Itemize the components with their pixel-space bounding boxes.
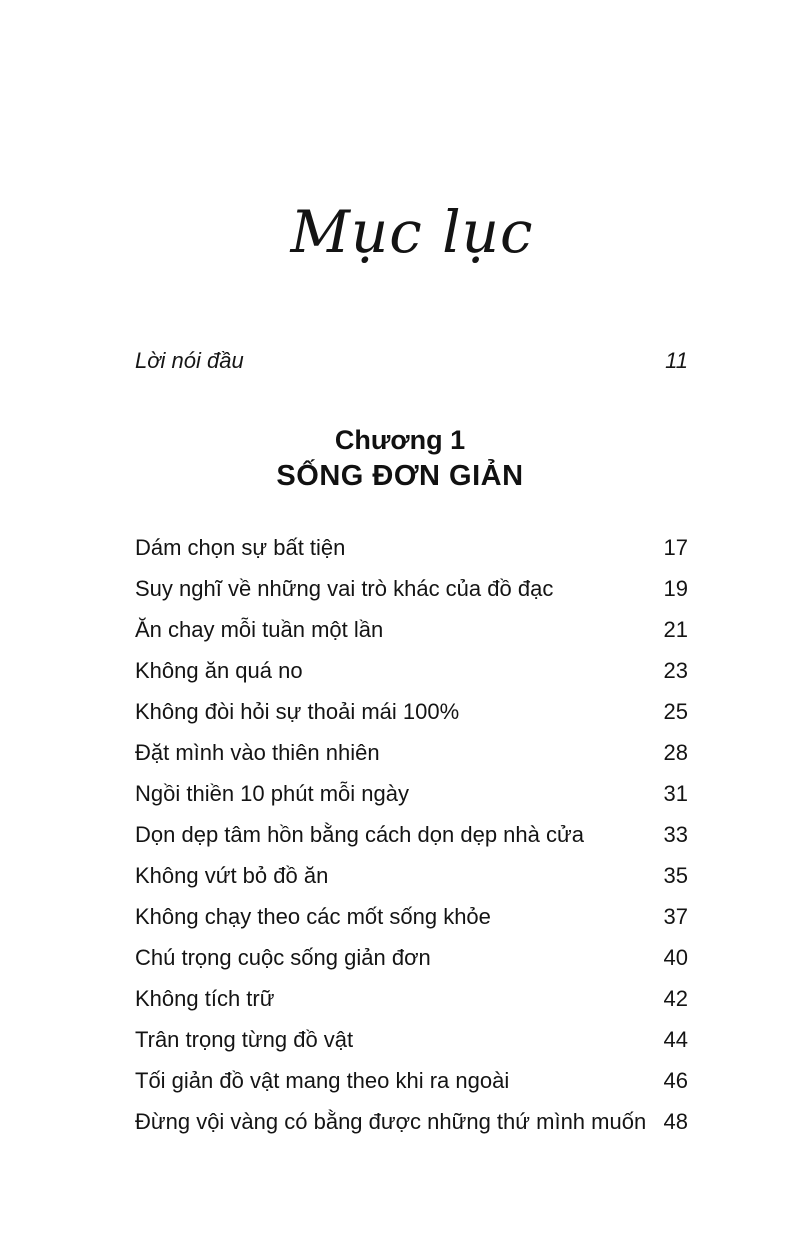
chapter-number: Chương 1: [334, 425, 466, 455]
toc-entry-page: 44: [663, 1027, 688, 1052]
toc-entry-title: Đừng vội vàng có bằng được những thứ mình muốn: [135, 1109, 647, 1134]
toc-entry-page: 25: [663, 699, 688, 724]
toc-entry-row: [135, 822, 688, 863]
toc-entry-page: 21: [663, 617, 688, 642]
toc-entry-row: [135, 1027, 688, 1068]
toc-entry-page: 17: [663, 535, 688, 560]
toc-entry-row: [135, 1109, 688, 1150]
toc-entry-row: [135, 945, 688, 986]
toc-entry-title: Chú trọng cuộc sống giản đơn: [135, 945, 431, 970]
toc-entry-title: Không chạy theo các mốt sống khỏe: [135, 904, 491, 929]
toc-entry-row: [135, 781, 688, 822]
toc-entry-title: Dọn dẹp tâm hồn bằng cách dọn dẹp nhà cửa: [135, 822, 584, 847]
toc-entry-row: [135, 617, 688, 658]
toc-entry-row: [135, 576, 688, 617]
toc-entry-page: 40: [663, 945, 688, 970]
chapter-heading: [0, 424, 800, 495]
page-title: Mục lục: [290, 198, 534, 266]
toc-entry-row: [135, 863, 688, 904]
toc-entry-page: 23: [663, 658, 688, 683]
toc-entry-title: Ăn chay mỗi tuần một lần: [135, 617, 384, 642]
toc-entry-title: Dám chọn sự bất tiện: [135, 535, 346, 560]
toc-entry-title: Không đòi hỏi sự thoải mái 100%: [135, 699, 460, 724]
toc-entry-row: [135, 658, 688, 699]
preface-label: Lời nói đầu: [135, 348, 244, 373]
toc-entry-title: Đặt mình vào thiên nhiên: [135, 740, 380, 765]
toc-entry-page: 42: [663, 986, 688, 1011]
preface-page-number: 11: [665, 348, 688, 373]
toc-entry-page: 31: [663, 781, 688, 806]
toc-entry-title: Trân trọng từng đồ vật: [135, 1027, 354, 1052]
toc-entry-page: 37: [663, 904, 688, 929]
toc-entry-row: [135, 535, 688, 576]
toc-entry-title: Suy nghĩ về những vai trò khác của đồ đạc: [135, 576, 554, 601]
toc-entry-row: [135, 740, 688, 781]
preface-row: [135, 348, 688, 374]
toc-entry-row: [135, 986, 688, 1027]
toc-entry-page: 28: [663, 740, 688, 765]
toc-entry-row: [135, 904, 688, 945]
toc-entry-title: Tối giản đồ vật mang theo khi ra ngoài: [135, 1068, 510, 1093]
toc-entry-page: 19: [663, 576, 688, 601]
toc-entry-row: [135, 1068, 688, 1109]
toc-entry-page: 48: [663, 1109, 688, 1134]
toc-entry-title: Không vứt bỏ đồ ăn: [135, 863, 329, 888]
toc-entry-page: 33: [663, 822, 688, 847]
toc-entry-page: 35: [663, 863, 688, 888]
toc-entry-title: Không tích trữ: [135, 986, 275, 1011]
toc-entry-row: [135, 699, 688, 740]
toc-entry-title: Ngồi thiền 10 phút mỗi ngày: [135, 781, 409, 806]
toc-entry-page: 46: [663, 1068, 688, 1093]
toc-entry-title: Không ăn quá no: [135, 658, 303, 683]
chapter-title: SỐNG ĐƠN GIẢN: [276, 459, 524, 492]
toc-list: [135, 535, 688, 1150]
